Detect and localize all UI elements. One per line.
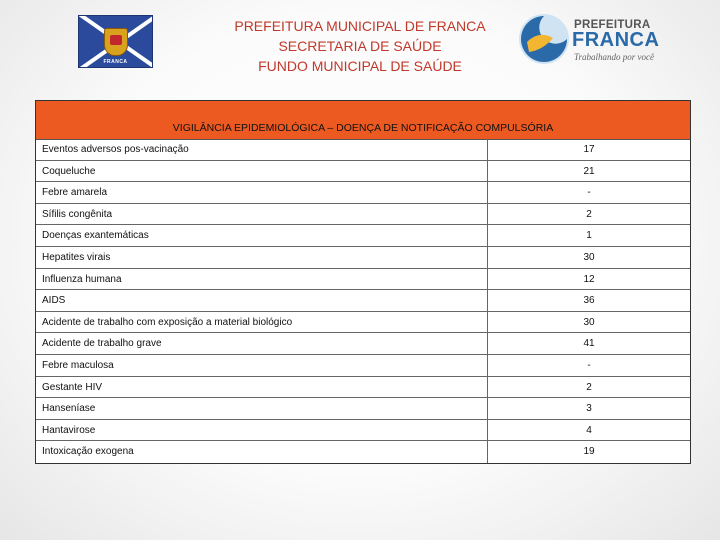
disease-name: Doenças exantemáticas <box>42 230 149 242</box>
disease-name: Sífilis congênita <box>42 208 113 220</box>
table-row <box>36 355 690 377</box>
disease-name: Febre maculosa <box>42 360 114 371</box>
logo-line-1: PREFEITURA <box>574 19 651 31</box>
disease-name: Influenza humana <box>42 273 122 285</box>
disease-name: Febre amarela <box>42 187 108 199</box>
disease-name: Gestante HIV <box>42 381 103 393</box>
logo-tagline: Trabalhando por você <box>574 52 654 62</box>
table-row <box>36 204 690 226</box>
table-title: VIGILÂNCIA EPIDEMIOLÓGICA – DOENÇA DE NOTIFICAÇÃO COMPULSÓRIA <box>172 122 554 134</box>
case-count: - <box>587 187 591 199</box>
case-count: 36 <box>583 295 595 307</box>
disease-name: Coqueluche <box>42 165 96 177</box>
case-count: 30 <box>583 252 595 263</box>
case-count: 12 <box>583 273 595 285</box>
header-line-1: PREFEITURA MUNICIPAL DE FRANCA <box>234 18 486 34</box>
table-row <box>36 225 690 247</box>
case-count: 21 <box>583 165 595 177</box>
header-line-3: FUNDO MUNICIPAL DE SAÚDE <box>258 58 462 74</box>
case-count: - <box>587 360 591 371</box>
table-row <box>36 247 690 269</box>
disease-name: Intoxicação exogena <box>42 446 134 458</box>
case-count: 4 <box>586 424 592 436</box>
shield-emblem <box>110 35 122 45</box>
table-row <box>36 312 690 334</box>
table-row <box>36 139 690 161</box>
notification-table <box>35 100 691 464</box>
table-title-bar <box>36 101 690 140</box>
table-row <box>36 441 690 463</box>
case-count: 2 <box>586 208 592 220</box>
disease-name: Hantavirose <box>42 424 96 436</box>
logo-line-2: FRANCA <box>572 29 660 51</box>
disease-name: AIDS <box>42 295 66 307</box>
table-row <box>36 420 690 442</box>
case-count: 2 <box>586 381 592 393</box>
case-count: 17 <box>583 144 595 155</box>
header-line-2: SECRETARIA DE SAÚDE <box>278 38 442 54</box>
table-row <box>36 398 690 420</box>
disease-name: Eventos adversos pos-vacinação <box>42 144 189 155</box>
disease-name: Hepatites virais <box>42 252 111 263</box>
case-count: 19 <box>583 446 595 458</box>
case-count: 3 <box>586 403 592 415</box>
header-block <box>200 16 520 76</box>
flag-label: FRANCA <box>103 59 128 65</box>
disease-name: Acidente de trabalho grave <box>42 338 162 350</box>
table-row <box>36 377 690 399</box>
disease-name: Acidente de trabalho com exposição a material biológico <box>42 316 293 328</box>
franca-flag-logo <box>78 15 153 68</box>
disease-name: Hanseníase <box>42 403 96 415</box>
table-row <box>36 290 690 312</box>
prefeitura-franca-logo <box>517 12 660 68</box>
case-count: 41 <box>583 338 595 350</box>
coat-of-arms-icon <box>104 28 128 56</box>
table-row <box>36 333 690 355</box>
case-count: 30 <box>583 316 595 328</box>
table-row <box>36 182 690 204</box>
case-count: 1 <box>586 230 592 242</box>
table-row <box>36 269 690 291</box>
logo-emblem-icon <box>517 12 571 66</box>
table-row <box>36 161 690 183</box>
